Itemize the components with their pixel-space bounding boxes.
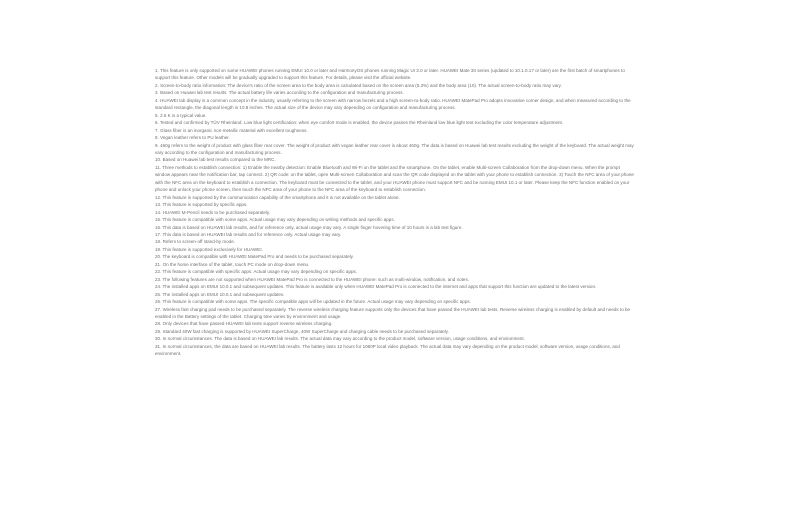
footnote-item: 7. Glass fiber is an inorganic non-metallic material with excellent toughness. [155,127,308,133]
footnote-item: 24. The installed apps on EMUI 10.0.1 and subsequent updates. This feature is available only when HUAWEI MatePad Pro is connected to the internet and apps that support this function are updated to the latest version. [155,284,597,290]
footnote-item: 5. 2.5 K is a typical value. [155,112,207,118]
footnote-item: 4. HUAWEI lab display is a common concept in the industry, usually referring to the screen with narrow bezels and a high screen-to-body ratio. HUAWEI MatePad Pro adopts innovative corner design, and when measured according to the standard rectangle, the diagonal length is 10.8 inches. The actual size of the device may vary depending on configuration and manufacturing process. [155,97,631,111]
footnote-item: 15. This feature is compatible with some apps. Actual usage may vary depending on writing methods and specific apps. [155,217,395,223]
footnote-item: 18. Refers to screen-off stand-by mode. [155,239,235,245]
footnote-item: 8. Vegan leather refers to PU leather. [155,135,230,141]
footnote-item: 10. Based on Huawei lab test results compared to the MRC. [155,157,276,163]
footnote-item: 12. This feature is supported by the communication capability of the smartphone and it is not available on the tablet alone. [155,194,400,200]
footnote-list [155,67,635,358]
footnote-item: 22. This feature is compatible with specific apps. Actual usage may vary depending on specific apps. [155,269,358,275]
footnote-item: 6. Tested and confirmed by TÜV Rheinland. Low blue light certification: when eye comfort mode is enabled, the device passes the Rheinland low blue light test excluding the color temperature adjustment. [155,120,564,126]
footnote-item: 26. This feature is compatible with some apps. The specific compatible apps will be updated in the future. Actual usage may vary depending on specific apps. [155,299,471,305]
footnote-item: 19. This feature is supported exclusively for HUAWEI. [155,246,263,252]
footnote-item: 17. This data is based on HUAWEI lab results and for reference only. Actual usage may vary. [155,231,342,237]
footnote-item: 30. In normal circumstances. The data is based on HUAWEI lab results. The actual data may vary according to the product model, software version, usage conditions, and environment. [155,336,525,342]
footnote-item: 11. Three methods to establish connection: 1) Enable the nearby detection: Enable Bluetooth and Wi-Fi on the tablet and the smartphone. On the tablet, enable Multi-screen Collaboration from the drop-down menu. When the prompt window appears near the notification bar, tap connect. 2) QR code: on the tablet, open Multi-screen Collaboration and scan the QR code displayed on the tablet with your phone to establish connection. 3) Touch the NFC area of your phone with the NFC area on the keyboard to establish a connection. The keyboard must be connected to the tablet, and your HUAWEI phone must support NFC and be running EMUI 10.1 or later. Please keep the NFC function enabled on your phone and unlock your phone screen, then touch the NFC area of your phone to the NFC area of the keyboard to establish connection. [155,164,634,193]
footnote-item: 23. The following features are not supported when HUAWEI MatePad Pro is connected to the HUAWEI phone: such as multi-window, notification, and notes. [155,276,469,282]
footnote-item: 21. On the home interface of the tablet, touch PC mode on drop-down menu. [155,261,310,267]
footnote-item: 2. Screen-to-body ratio information: The device's ratio of the screen area to the body area is calculated based on the screen area (5.3%) and the body area (10). The actual screen-to-body ratio may vary. [155,82,562,88]
footnote-item: 28. Only devices that have passed HUAWEI lab tests support reverse wireless charging. [155,321,333,327]
footnote-item: 9. 460g refers to the weight of product with glass fiber rear cover. The weight of product with vegan leather rear cover is about 460g. The data is based on Huawei lab test results excluding the weight of the keyboard. The actual weight may vary according to the configuration and manufacturing process. [155,142,634,155]
footnote-item: 1. This feature is only supported on some HUAWEI phones running EMUI 10.0 or later and HarmonyOS phones running Magic UI 3.0 or later. HUAWEI Mate 30 series (updated to 10.1.0.17 or later) are the first batch of smartphones to support this feature. Other models will be gradually upgraded to support this feature. For details, please visit the official website. [155,68,625,81]
footnote-item: 3. Based on Huawei lab test results. The actual battery life varies according to the configuration and manufacturing process. [155,90,404,96]
footnote-item: 31. In normal circumstances, the data are based on HUAWEI lab results. The battery lasts 12 hours for 1080P local video playback. The actual data may vary depending on the product model, software version, usage conditions, and environment. [155,343,620,357]
footnote-item: 14. HUAWEI M-Pencil needs to be purchased separately. [155,209,271,215]
footnote-item: 20. The keyboard is compatible with HUAWEI MatePad Pro and needs to be purchased separately. [155,254,354,260]
footnote-item: 29. Standard 40W fast charging is supported by HUAWEI SuperCharge, 40W SuperCharge and charging cable needs to be purchased separately. [155,328,449,334]
footnote-item: 13. This feature is supported by specific apps. [155,202,248,208]
footnote-item: 16. This data is based on HUAWEI lab results, and for reference only, actual usage may vary. A single finger hovering time of 10 hours is a lab test figure. [155,224,463,230]
footnote-item: 25. The installed apps on EMUI 10.0.1 and subsequent updates. [155,291,285,297]
footnote-item: 27. Wireless fast charging pad needs to be purchased separately. The reverse wireless charging feature supports only the devices that have passed the HUAWEI lab tests. Reverse wireless charging is enabled by default and needs to be enabled in the Battery settings of the tablet. Charging time varies by environment and usage. [155,306,631,319]
